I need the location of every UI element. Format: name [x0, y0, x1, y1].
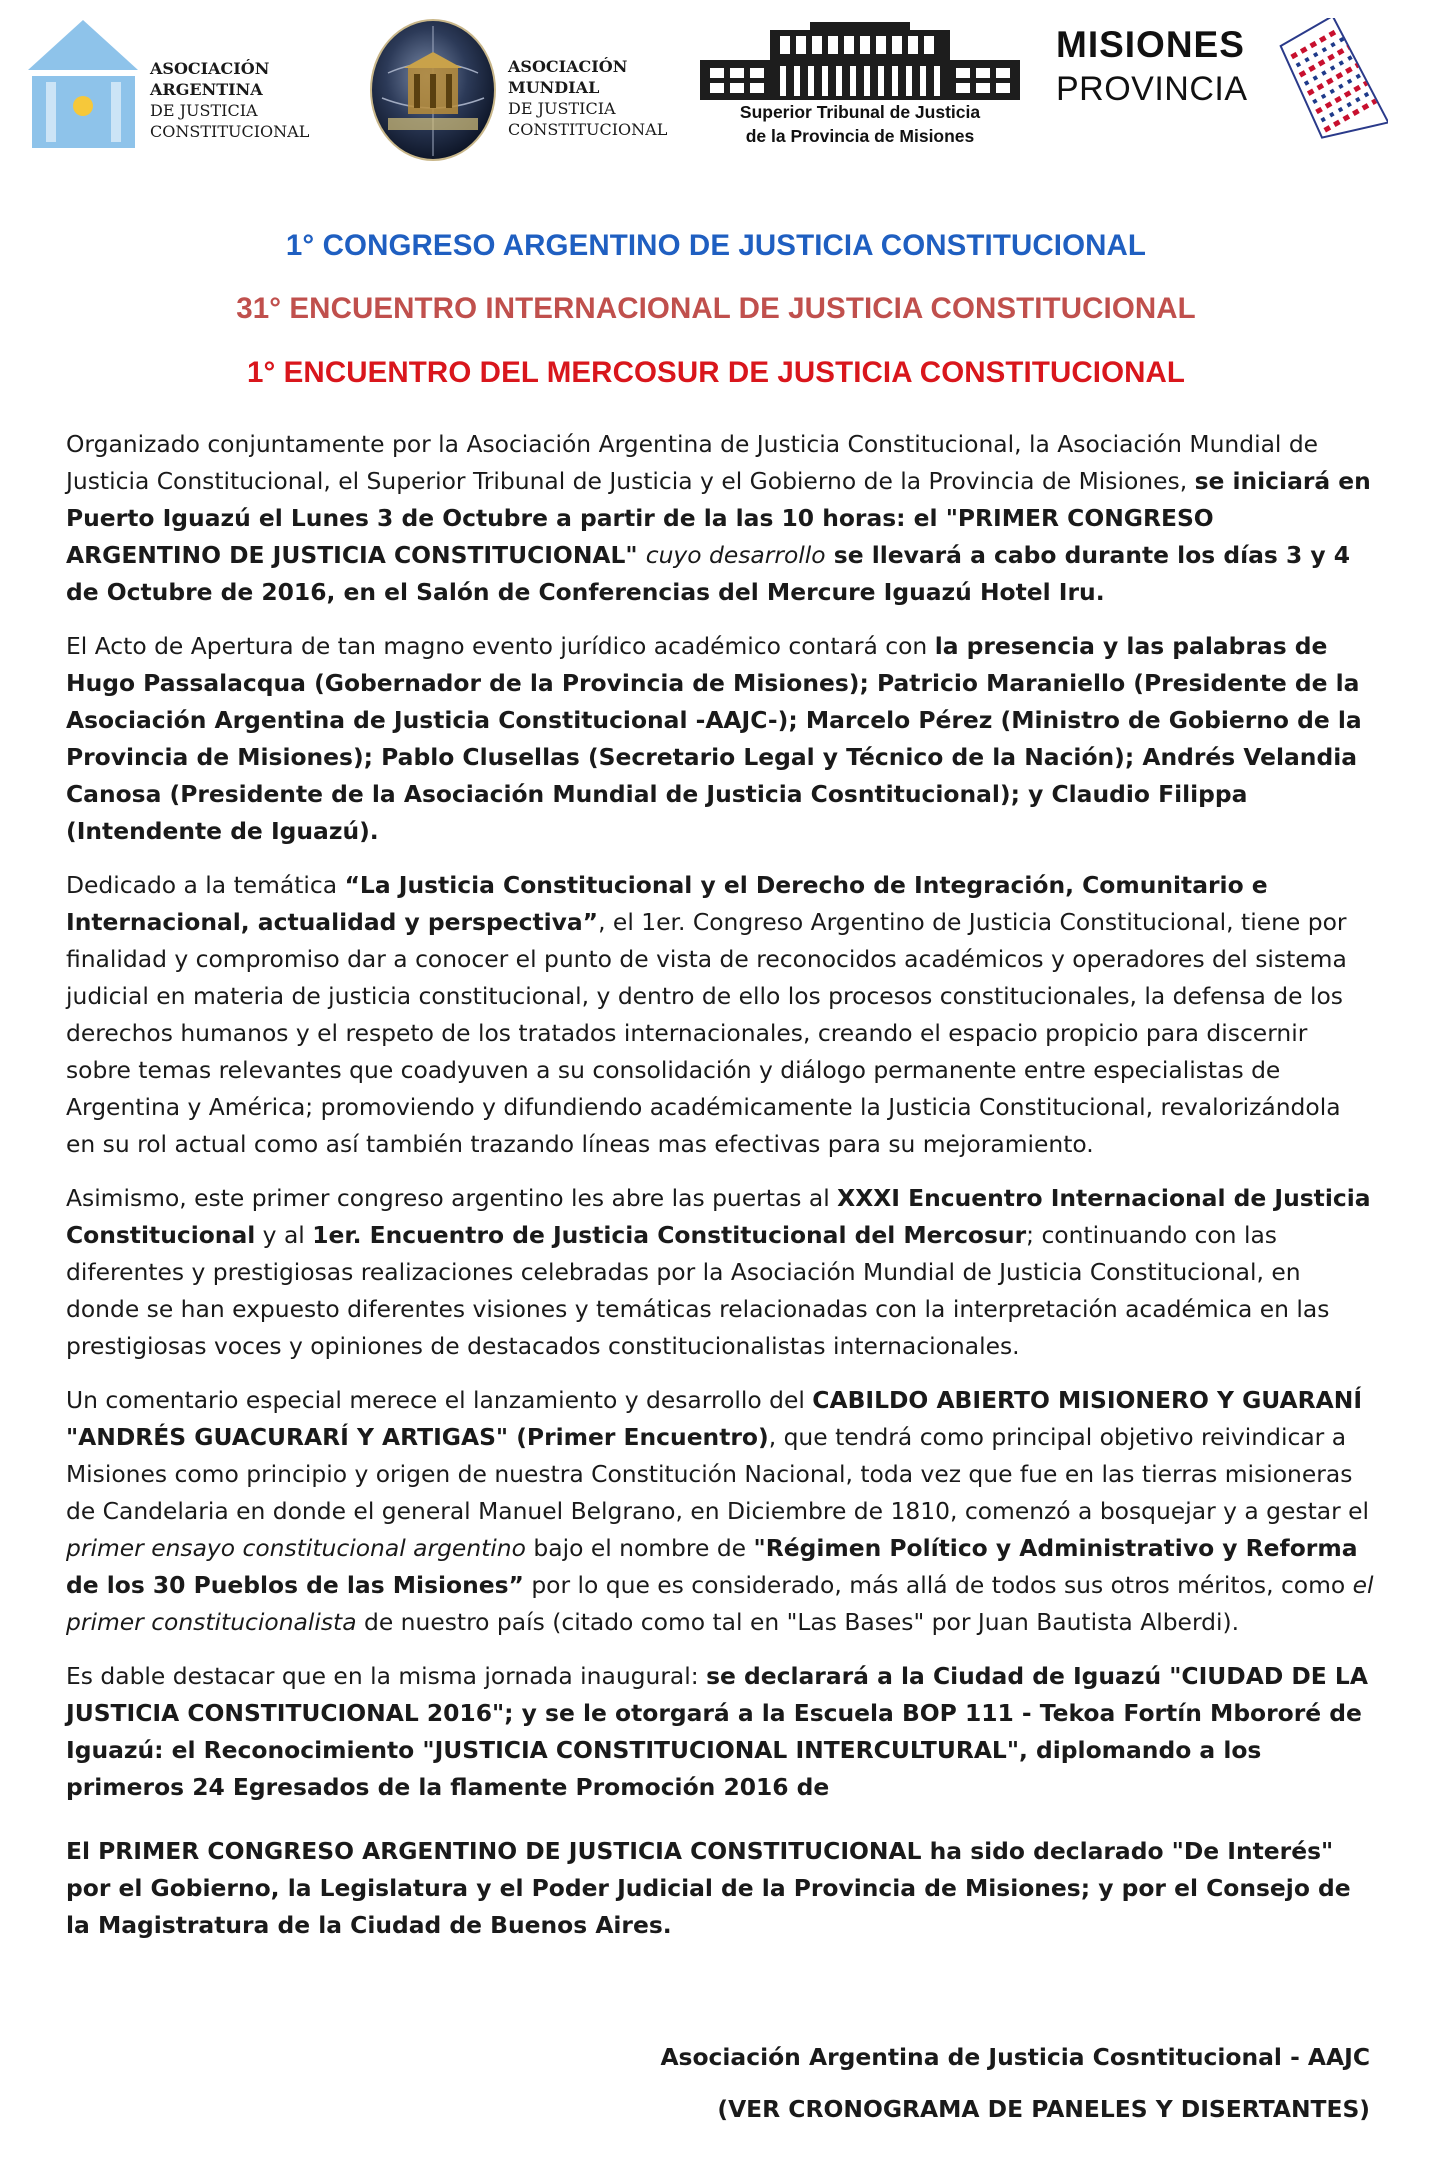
- text-run: ; continuando con las diferentes y prestigiosas realizaciones celebradas por la Asociación Mundial de Justicia Constitucional, en donde se han expuesto diferentes visiones y temáticas relacionadas con la interpretación académica en las prestigiosas voces y opiniones de destacados constitucionalistas internacionales.: [66, 1221, 1330, 1360]
- misiones-line2: PROVINCIA: [1056, 70, 1248, 108]
- text-run: y al: [255, 1221, 313, 1249]
- house-temple-icon: [26, 18, 141, 153]
- header-logos: [0, 0, 1432, 170]
- text-run: por lo que es considerado, más allá de todos sus otros méritos, como: [523, 1571, 1353, 1599]
- text-run: de nuestro país (citado como tal en "Las Bases" por Juan Bautista Alberdi).: [356, 1608, 1240, 1636]
- text-run: se declarará a la Ciudad de Iguazú "CIUDAD DE LA JUSTICIA CONSTITUCIONAL 2016"; y se le otorgará a la Escuela BOP 111 - Tekoa Fortín Mbororé de Iguazú: el Reconocimiento "JUSTICIA CONSTITUCIONAL INTERCULTURAL", diplomando a los primeros 24 Egresados de la flamente Promoción 2016 de: [66, 1662, 1368, 1801]
- text-run: Organizado conjuntamente por la Asociación Argentina de Justicia Constitucional, la Asociación Mundial de Justicia Constitucional, el Superior Tribunal de Justicia y el Gobierno de la Provincia de Misiones,: [66, 430, 1319, 495]
- text-run: el primer constitucionalista: [66, 1571, 1374, 1636]
- logo-amjc: [368, 18, 688, 163]
- logo-aajc: [26, 18, 326, 153]
- text-run: , que tendrá como principal objetivo reivindicar a Misiones como principio y origen de nuestra Constitución Nacional, toda vez que fue en las tierras misioneras de Candelaria en donde el general Manuel Belgrano, en Diciembre de 1810, comenzó a bosquejar y a gestar el: [66, 1423, 1370, 1525]
- text-run: se llevará a cabo durante los días 3 y 4 de Octubre de 2016, en el Salón de Conferencias del Mercure Iguazú Hotel Iru.: [66, 541, 1351, 606]
- text-run: Asimismo, este primer congreso argentino les abre las puertas al: [66, 1184, 838, 1212]
- stj-line1: Superior Tribunal de Justicia: [739, 102, 981, 122]
- cronograma-link[interactable]: (VER CRONOGRAMA DE PANELES Y DISERTANTES): [717, 2095, 1370, 2123]
- aajc-line1: ASOCIACIÓN: [150, 59, 270, 78]
- text-run: El Acto de Apertura de tan magno evento jurídico académico contará con: [66, 632, 935, 660]
- text-run: se iniciará en Puerto Iguazú el Lunes 3 de Octubre a partir de la las 10 horas: el "PRIMER CONGRESO ARGENTINO DE JUSTICIA CONSTITUCIONAL": [66, 467, 1371, 569]
- courthouse-building-icon: [700, 20, 1020, 100]
- paragraph-cabildo: [66, 1382, 1376, 1641]
- text-run: Un comentario especial merece el lanzamiento y desarrollo del: [66, 1386, 813, 1414]
- text-run: , el 1er. Congreso Argentino de Justicia Constitucional, tiene por finalidad y compromiso dar a conocer el punto de vista de reconocidos académicos y operadores del sistema judicial en materia de justicia constitucional, y dentro de ello los procesos constitucionales, la defensa de los derechos humanos y el respeto de los tratados internacionales, creando el espacio propicio para discernir sobre temas relevantes que coadyuven a su consolidación y diálogo permanente entre especialistas de Argentina y América; promoviendo y difundiendo académicamente la Justicia Constitucional, revalorizándola en su rol actual como así también trazando líneas mas efectivas para su mejoramiento.: [66, 908, 1347, 1158]
- document-body: [66, 426, 1376, 1961]
- paragraph-organizacion: [66, 426, 1376, 611]
- paragraph-jornada-inaugural: [66, 1658, 1376, 1806]
- misiones-flag-map-icon: [1268, 18, 1388, 158]
- amjc-line3: DE JUSTICIA: [508, 99, 616, 118]
- text-run: XXXI Encuentro Internacional de Justicia Constitucional: [66, 1184, 1371, 1249]
- text-run: 1er. Encuentro de Justicia Constitucional del Mercosur: [312, 1221, 1027, 1249]
- amjc-line2: MUNDIAL: [508, 78, 600, 97]
- amjc-line4: CONSTITUCIONAL: [508, 120, 668, 139]
- text-run: “La Justicia Constitucional y el Derecho de Integración, Comunitario e Internacional, actualidad y perspectiva”: [66, 871, 1268, 936]
- heading-encuentro-internacional: 31° ENCUENTRO INTERNACIONAL DE JUSTICIA CONSTITUCIONAL: [236, 292, 1196, 325]
- amjc-line1: ASOCIACIÓN: [508, 57, 628, 76]
- paragraph-acto-apertura: [66, 628, 1376, 850]
- stj-line2: de la Provincia de Misiones: [745, 126, 975, 146]
- heading-congreso: 1° CONGRESO ARGENTINO DE JUSTICIA CONSTITUCIONAL: [285, 229, 1147, 262]
- text-run: primer ensayo constitucional argentino: [66, 1534, 526, 1562]
- text-run: "Régimen Político y Administrativo y Reforma de los 30 Pueblos de las Misiones”: [66, 1534, 1358, 1599]
- aajc-line2: ARGENTINA: [150, 80, 263, 99]
- text-run: cuyo desarrollo: [645, 541, 826, 569]
- paragraph-declarado-interes: [66, 1833, 1376, 1944]
- signature-organization: Asociación Argentina de Justicia Cosntitucional - AAJC: [660, 2043, 1370, 2071]
- text-run: CABILDO ABIERTO MISIONERO Y GUARANÍ "ANDRÉS GUACURARÍ Y ARTIGAS" (Primer Encuentro): [66, 1386, 1363, 1451]
- aajc-line3: DE JUSTICIA: [150, 101, 258, 120]
- paragraph-asimismo: [66, 1180, 1376, 1365]
- text-run: El PRIMER CONGRESO ARGENTINO DE JUSTICIA CONSTITUCIONAL ha sido declarado "De Interés" por el Gobierno, la Legislatura y el Poder Judicial de la Provincia de Misiones; y por el Consejo de la Magistratura de la Ciudad de Buenos Aires.: [66, 1837, 1351, 1939]
- text-run: bajo el nombre de: [525, 1534, 754, 1562]
- text-run: Es dable destacar que en la misma jornada inaugural:: [66, 1662, 707, 1690]
- misiones-line1: MISIONES: [1056, 24, 1245, 65]
- logo-misiones-provincia: [1056, 18, 1386, 158]
- text-run: la presencia y las palabras de Hugo Passalacqua (Gobernador de la Provincia de Misiones); Patricio Maraniello (Presidente de la Asociación Argentina de Justicia Constitucional -AAJC-); Marcelo Pérez (Ministro de Gobierno de la Provincia de Misiones); Pablo Clusellas (Secretario Legal y Técnico de la Nación); Andrés Velandia Canosa (Presidente de la Asociación Mundial de Justicia Cosntitucional); y Claudio Filippa (Intendente de Iguazú).: [66, 632, 1362, 845]
- paragraph-tematica: [66, 867, 1376, 1163]
- heading-encuentro-mercosur: 1° ENCUENTRO DEL MERCOSUR DE JUSTICIA CONSTITUCIONAL: [246, 356, 1186, 389]
- text-run: Dedicado a la temática: [66, 871, 345, 899]
- globe-emblem-icon: [368, 18, 498, 163]
- aajc-line4: CONSTITUCIONAL: [150, 122, 310, 141]
- logo-superior-tribunal: [700, 20, 1020, 155]
